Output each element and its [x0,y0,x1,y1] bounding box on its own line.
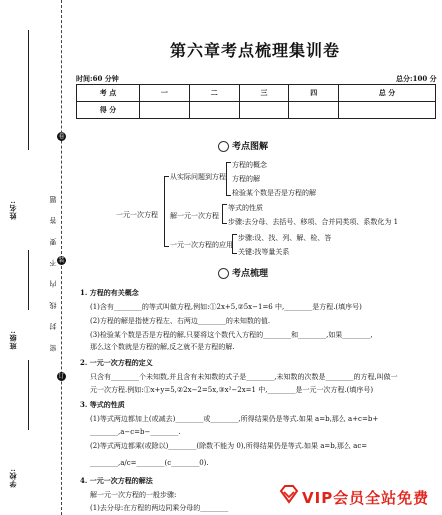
score-input-cell[interactable] [289,102,339,119]
question-line: (1)等式两边都加上(或减去)________或________,所得结果仍是等式.如果 a=b,那么 a+c=b+ [90,415,379,423]
score-input-cell[interactable] [339,102,436,119]
topic-heading [80,288,139,298]
margin-mark-1: 卷 [58,133,65,140]
score-table-cell: 得 分 [77,102,140,119]
score-table-cell: 总 分 [339,85,436,102]
score-input-cell[interactable] [189,102,239,119]
question-line: (3)检验某个数是否是方程的解,只要将这个数代入方程的________和________,如果________, [90,331,373,339]
score-table-cell: 四 [289,85,339,102]
name-label: 姓名: [8,200,17,220]
topic-heading-text: 3. 等式的性质 [80,400,125,409]
section-heading-text: 考点图解 [232,142,269,152]
question-line: ________,a/c=________(c________0). [90,459,209,467]
map-leaf: 方程的概念 [232,161,267,169]
question-line: 元一次方程.例如:①x+y=5,②2x−2=5x,③x²−2x=1 中,________是一元一次方程.(填序号) [90,386,374,394]
map-leaf: 检验某个数是否是方程的解 [232,189,316,197]
seal-instruction: 密 封 线 内 不 要 答 题 [49,190,57,352]
section-heading-map [218,139,268,152]
topic-heading [80,358,153,368]
question-line: (2)方程的解是指使方程左、右两边________的未知数的值. [90,317,271,325]
map-branch-1: 从实际问题到方程 [170,173,226,181]
score-table-header-row [77,85,436,102]
name-fill-line [28,30,29,150]
score-table-cell: 考 点 [77,85,140,102]
map-branch-2-bracket [222,204,227,224]
topic-heading [80,400,125,410]
map-branch-2: 解一元一次方程 [170,212,219,220]
question-line: (2)等式两边都乘(或除以)________(除数不能为 0),所得结果仍是等式.如果 a=b,那么 ac= [90,442,368,450]
topic-heading-text: 2. 一元一次方程的定义 [80,358,153,367]
map-leaf: 步骤:去分母、去括号、移项、合并同类项、系数化为 1 [228,218,399,226]
binding-margin [0,0,58,515]
map-branch-3: 一元一次方程的应用 [170,241,233,249]
class-label: 班级: [8,330,17,350]
question-line: ________,a−c=b−________. [90,428,181,436]
class-fill-line [28,250,29,310]
margin-mark-3: 订 [58,373,65,380]
map-leaf: 等式的性质 [228,204,263,212]
school-fill-line [28,360,29,430]
map-root: 一元一次方程 [116,211,158,219]
diamond-icon [278,483,300,505]
score-table-score-row [77,102,436,119]
section-badge-icon [218,141,229,152]
question-line: (1)去分母:在方程的两边同乘分母的________ [90,504,229,512]
section-badge-icon [218,268,229,279]
score-table-cell: 三 [239,85,289,102]
question-line: 那么这个数就是方程的解,反之就不是方程的解. [90,343,235,351]
margin-mark-2: 装 [58,257,65,264]
school-label: 学校: [8,468,17,488]
topic-heading [80,476,153,486]
question-line: 只含有________个未知数,并且含有未知数的式子是________,未知数的次数是________的方程,叫做一 [90,373,398,381]
map-branch-3-bracket [232,234,237,254]
score-input-cell[interactable] [140,102,190,119]
score-input-cell[interactable] [239,102,289,119]
topic-heading-text: 1. 方程的有关概念 [80,288,139,297]
time-limit: 时间:60 分钟 [76,74,119,83]
vip-watermark[interactable]: VIP会员全站免费 [302,489,430,507]
question-line: (1)含有________的等式叫做方程,例如:①2x+5,②5x−1=6 中,________是方程.(填序号) [90,303,362,311]
page-title: 第六章考点梳理集训卷 [170,41,341,60]
section-heading-review [218,266,268,279]
topic-heading-text: 4. 一元一次方程的解法 [80,476,153,485]
map-leaf: 步骤:设、找、列、解、检、答 [238,234,332,242]
score-table [76,84,436,119]
total-score: 总分:100 分 [396,74,437,83]
score-table-cell: 二 [189,85,239,102]
map-leaf: 关键:找等量关系 [238,248,290,256]
map-root-bracket [164,176,169,247]
map-branch-1-bracket [226,162,231,196]
section-heading-text: 考点梳理 [232,269,269,279]
score-table-cell: 一 [140,85,190,102]
map-leaf: 方程的解 [232,175,260,183]
question-line: 解一元一次方程的一般步骤: [90,491,177,499]
